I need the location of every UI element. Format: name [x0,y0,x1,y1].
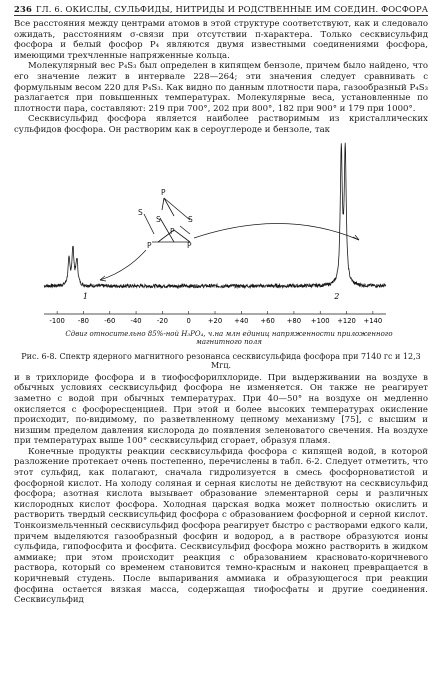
bond [162,198,164,210]
x-tick-label: +80 [286,316,302,325]
x-tick-label: +100 [310,316,330,325]
caption-label: Рис. 6-8. [21,351,57,361]
x-axis [44,311,386,325]
atom-label: P [170,226,175,236]
x-tick-label: +60 [260,316,275,325]
spectrum-trace [44,142,386,287]
atom-label: P [161,187,166,197]
arrowhead [353,235,359,240]
peak-label-1: 1 [82,291,88,301]
atom-label: S [156,214,161,224]
page-number: 236 [14,4,32,14]
spectrum-line [44,142,386,287]
x-tick-label: +140 [363,316,383,325]
caption-text: Спектр ядерного магнитного резонанса сесквисульфида фосфора при 7140 гс и 12,3 Мгц. [59,351,421,371]
bond [144,214,154,234]
x-tick-label: +120 [337,316,356,325]
axis-title: Сдвиг относительно 85%-ной H₃PO₄, ч.на млн единиц напряженности приложенного магнитного поля [65,329,393,346]
x-tick-label: -100 [49,316,65,325]
atom-label: P [147,240,152,250]
atom-label: S [138,207,143,217]
x-tick-label: -80 [77,316,90,325]
x-tick-label: -40 [130,316,142,325]
bond [164,198,174,216]
arrow-to-peak-2 [194,223,359,240]
paragraph: Конечные продукты реакции сесквисульфида фосфора с кипящей водой, в которой разложение протекает очень постепенно, перечислены в табл. 6-2. Следует отметить, что этот сульфид, как полагают, сначала гидролизуется в смесь фосфорноватистой и фосфорной кислот. На холоду соляная и серная кислоты не действуют на сесквисульфид фосфора; азотная кислота вызывает образование элементарной серы и различных кислородных кислот фосфора. Холодная царская водка может полностью окислить и растворить твердый сесквисульфид фосфора с образованием фосфорной и серной кислот. Тонкоизмельченный сесквисульфид фосфора реагирует быстро с растворами едкого кали, причем выделяются газообразный фосфин и водород, а в растворе образуются ионы сульфида, гипофосфита и фосфита. Сесквисульфид фосфора можно растворить в жидком аммиаке; при этом происходит реакция с образованием красновато-коричневого раствора, который со временем становится темно-красным и наконец превращается в коричневый студень. После выпаривания аммиака и образующегося при реакции фосфина остается вязкая масса, содержащая тиофосфаты и другие соединения. Сесквисульфид [14,446,428,606]
chapter-title: ГЛ. 6. ОКИСЛЫ, СУЛЬФИДЫ, НИТРИДЫ И РОДСТВЕННЫЕ ИМ СОЕДИН. ФОСФОРА [35,4,429,14]
x-tick-label: -20 [156,316,168,325]
atom-label: S [188,214,193,224]
figure-caption [14,352,428,371]
bond [164,198,190,220]
atom-label: P [187,240,192,250]
peak-label-2: 2 [334,291,340,301]
molecule-diagram [100,188,359,281]
paragraph: Все расстояния между центрами атомов в этой структуре соответствуют, как и следовало ожидать, расстояниям σ-связи при отсутствии π-характера. Только сесквисульфид фосфора и белый фосфор P₄ являются двумя известными соединениями фосфора, имеющими трехчленные напряженные кольца. [14,19,428,61]
arrow-to-peak-1 [100,250,146,280]
x-tick-label: 0 [186,316,191,325]
nmr-figure [14,138,428,351]
nmr-spectrum-chart [14,138,428,351]
x-tick-label: +20 [207,316,223,325]
book-page [14,4,428,606]
running-head [14,4,428,16]
bond [180,226,190,234]
paragraph: Сесквисульфид фосфора является наиболее растворимым из кристаллических сульфидов фосфора. Он растворим как в сероуглероде и бензоле, так [14,114,428,135]
x-tick-label: +40 [234,316,249,325]
paragraph: Молекулярный вес P₄S₃ был определен в кипящем бензоле, причем было найдено, что его значение лежит в интервале 228—264; эти значения следует сравнивать с формульным весом 220 для P₄S₃. Как видно по данным плотности пара, газообразный P₄S₃ разлагается при повышенных температурах. Молекулярные веса, установленные по плотности пара, составляют: 219 при 700°, 202 при 800°, 182 при 900° и 179 при 1000°. [14,61,428,114]
paragraph: и в трихлориде фосфора и в тиофосфорилхлориде. При выдерживании на воздухе в обычных условиях сесквисульфид фосфора не изменяется. Он также не реагирует заметно с водой при обычных температурах. При 40—50° на воздухе он медленно окисляется с фосфоресценцией. При этой и более высоких температурах окисление происходит, по-видимому, по разветвленному цепному механизму [75], с высшим и низшим пределом давления кислорода до появления зеленоватого свечения. На воздухе при температурах выше 100° сесквисульфид сгорает, образуя пламя. [14,372,428,447]
x-tick-label: -60 [104,316,116,325]
